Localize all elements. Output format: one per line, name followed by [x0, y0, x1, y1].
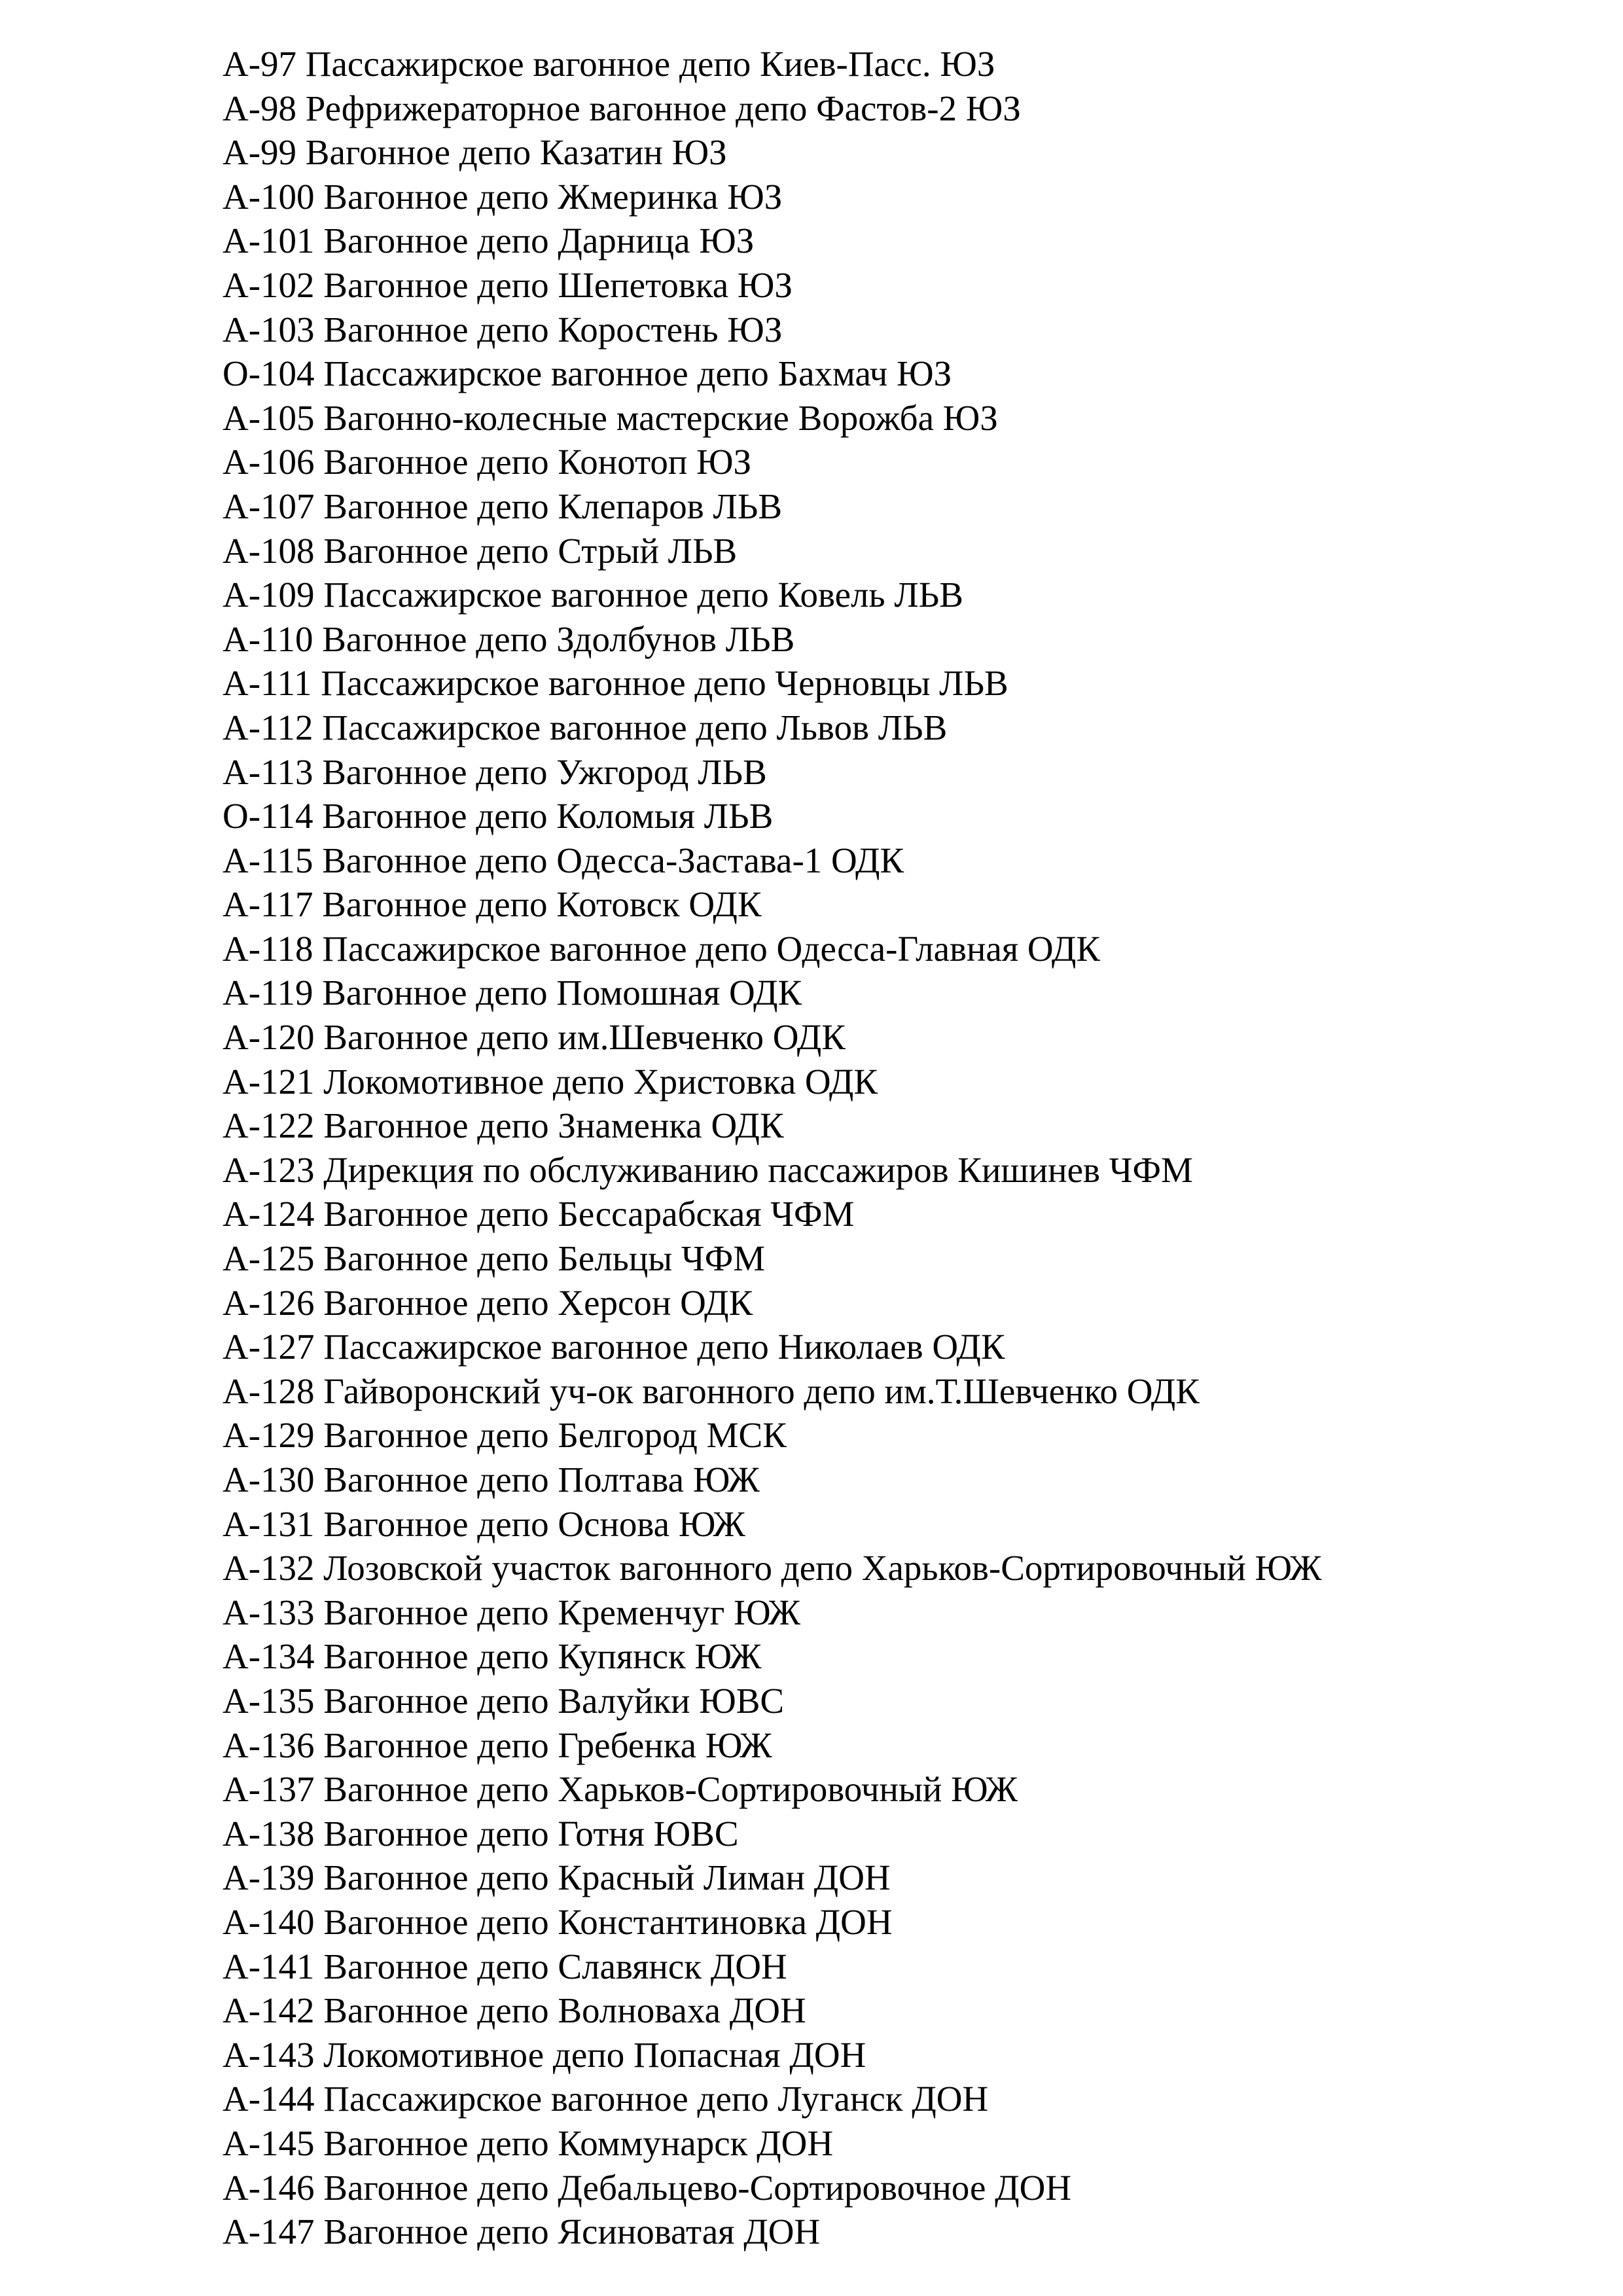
list-item: А-120 Вагонное депо им.Шевченко ОДК: [223, 1017, 846, 1058]
list-item: А-144 Пассажирское вагонное депо Луганск ДОН: [223, 2079, 989, 2119]
list-item: А-146 Вагонное депо Дебальцево-Сортировочное ДОН: [223, 2167, 1072, 2208]
list-item: А-119 Вагонное депо Помошная ОДК: [223, 973, 802, 1013]
list-item: А-97 Пассажирское вагонное депо Киев-Пасс. ЮЗ: [223, 44, 995, 84]
list-item: А-134 Вагонное депо Купянск ЮЖ: [223, 1636, 762, 1677]
list-item: А-105 Вагонно-колесные мастерские Ворожба ЮЗ: [223, 397, 998, 438]
list-item: О-114 Вагонное депо Коломыя ЛЬВ: [223, 796, 774, 836]
list-item: А-131 Вагонное депо Основа ЮЖ: [223, 1503, 745, 1544]
list-item: А-135 Вагонное депо Валуйки ЮВС: [223, 1680, 785, 1721]
list-item: А-147 Вагонное депо Ясиноватая ДОН: [223, 2212, 821, 2252]
depot-list: [223, 42, 1322, 2254]
list-item: А-137 Вагонное депо Харьков-Сортировочный ЮЖ: [223, 1769, 1018, 1810]
list-item: А-107 Вагонное депо Клепаров ЛЬВ: [223, 486, 783, 526]
list-item: А-143 Локомотивное депо Попасная ДОН: [223, 2034, 866, 2075]
list-item: А-126 Вагонное депо Херсон ОДК: [223, 1282, 753, 1323]
list-item: А-111 Пассажирское вагонное депо Черновцы ЛЬВ: [223, 663, 1008, 704]
list-item: А-130 Вагонное депо Полтава ЮЖ: [223, 1460, 760, 1499]
list-item: А-112 Пассажирское вагонное депо Львов ЛЬВ: [223, 707, 948, 747]
list-item: А-101 Вагонное депо Дарница ЮЗ: [223, 221, 755, 261]
list-item: А-108 Вагонное депо Стрый ЛЬВ: [223, 530, 738, 571]
list-item: А-138 Вагонное депо Готня ЮВС: [223, 1813, 739, 1854]
list-item: А-128 Гайворонский уч-ок вагонного депо им.Т.Шевченко ОДК: [223, 1371, 1200, 1411]
list-item: А-145 Вагонное депо Коммунарск ДОН: [223, 2123, 834, 2163]
list-item: А-110 Вагонное депо Здолбунов ЛЬВ: [223, 619, 795, 659]
list-item: О-104 Пассажирское вагонное депо Бахмач ЮЗ: [223, 353, 952, 394]
list-item: А-132 Лозовской участок вагонного депо Харьков-Сортировочный ЮЖ: [223, 1548, 1322, 1588]
list-item: А-125 Вагонное депо Бельцы ЧФМ: [223, 1238, 766, 1279]
list-item: А-142 Вагонное депо Волноваха ДОН: [223, 1990, 806, 2031]
list-item: А-109 Пассажирское вагонное депо Ковель ЛЬВ: [223, 575, 963, 615]
list-item: А-122 Вагонное депо Знаменка ОДК: [223, 1105, 784, 1146]
list-item: А-98 Рефрижераторное вагонное депо Фастов-2 ЮЗ: [223, 88, 1021, 128]
list-item: А-99 Вагонное депо Казатин ЮЗ: [223, 132, 727, 173]
list-item: А-103 Вагонное депо Коростень ЮЗ: [223, 309, 783, 350]
list-item: А-118 Пассажирское вагонное депо Одесса-Главная ОДК: [223, 928, 1101, 969]
list-item: А-123 Дирекция по обслуживанию пассажиров Кишинев ЧФМ: [223, 1149, 1193, 1190]
list-item: А-115 Вагонное депо Одесса-Застава-1 ОДК: [223, 840, 904, 880]
list-item: А-139 Вагонное депо Красный Лиман ДОН: [223, 1857, 891, 1898]
list-item: А-141 Вагонное депо Славянск ДОН: [223, 1946, 787, 1986]
list-item: А-133 Вагонное депо Кременчуг ЮЖ: [223, 1592, 801, 1632]
list-item: А-127 Пассажирское вагонное депо Николаев ОДК: [223, 1327, 1005, 1367]
list-item: А-102 Вагонное депо Шепетовка ЮЗ: [223, 264, 793, 305]
list-item: А-129 Вагонное депо Белгород МСК: [223, 1415, 787, 1456]
list-item: А-106 Вагонное депо Конотоп ЮЗ: [223, 442, 752, 482]
list-item: А-117 Вагонное депо Котовск ОДК: [223, 884, 762, 925]
list-item: А-124 Вагонное депо Бессарабская ЧФМ: [223, 1194, 855, 1234]
list-item: А-121 Локомотивное депо Христовка ОДК: [223, 1061, 878, 1102]
list-item: А-100 Вагонное депо Жмеринка ЮЗ: [223, 176, 783, 217]
list-item: А-136 Вагонное депо Гребенка ЮЖ: [223, 1725, 772, 1765]
list-item: А-113 Вагонное депо Ужгород ЛЬВ: [223, 751, 767, 792]
list-item: А-140 Вагонное депо Константиновка ДОН: [223, 1901, 893, 1942]
